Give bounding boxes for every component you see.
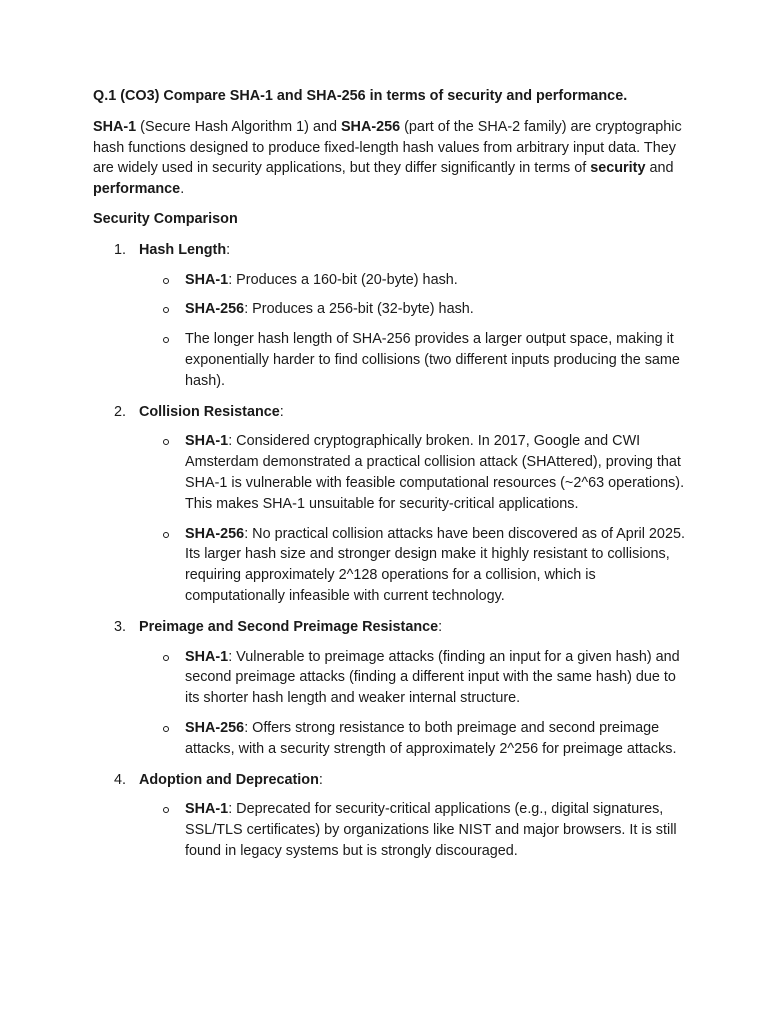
hollow-circle-bullet-icon xyxy=(163,532,169,538)
sub-point xyxy=(93,524,685,607)
sub-point-label: SHA-256 xyxy=(185,719,245,736)
sub-point xyxy=(93,270,685,291)
intro-performance-term: performance xyxy=(93,181,181,198)
point-title: Adoption and Deprecation xyxy=(139,771,319,788)
point-collision-resistance xyxy=(93,402,685,607)
intro-sha256-term: SHA-256 xyxy=(340,118,401,135)
sub-point xyxy=(93,718,685,760)
section-heading-security: Security Comparison xyxy=(93,210,238,227)
sub-point xyxy=(93,329,685,391)
comparison-point-list xyxy=(93,240,685,862)
point-number: 3. xyxy=(114,618,127,635)
point-colon: : xyxy=(226,241,231,258)
question-title: Q.1 (CO3) Compare SHA-1 and SHA-256 in terms of security and performance. xyxy=(93,88,628,104)
sub-point-label: SHA-1 xyxy=(185,271,229,288)
sub-point xyxy=(93,647,685,709)
point-colon: : xyxy=(318,771,323,788)
point-number: 4. xyxy=(114,771,127,788)
hollow-circle-bullet-icon xyxy=(163,278,169,284)
point-title: Preimage and Second Preimage Resistance xyxy=(139,618,439,635)
sub-point-list xyxy=(93,270,685,392)
sub-point-text: : Deprecated for security-critical applications (e.g., digital signatures, SSL/TLS certificates) by organizations like NIST and major browsers. It is still found in legacy systems but is strongly discouraged. xyxy=(185,801,677,859)
point-heading xyxy=(93,770,685,791)
sub-point-text: : Considered cryptographically broken. In 2017, Google and CWI Amsterdam demonstrated a practical collision attack (SHAttered), proving that SHA-1 is vulnerable with feasible computational resources (~2^63 operations). This makes SHA-1 unsuitable for security-critical applications. xyxy=(185,433,685,512)
sub-point-list xyxy=(93,647,685,760)
sub-point-list xyxy=(93,431,685,606)
point-heading xyxy=(93,240,685,261)
point-title: Collision Resistance xyxy=(139,403,280,420)
point-title: Hash Length xyxy=(139,241,227,258)
point-colon: : xyxy=(279,403,284,420)
point-adoption-deprecation xyxy=(93,770,685,862)
sub-point-label: SHA-1 xyxy=(185,433,229,450)
intro-security-term: security xyxy=(590,160,646,177)
sub-point-list xyxy=(93,799,685,861)
point-number: 1. xyxy=(114,241,127,258)
sub-point-text: : Offers strong resistance to both preimage and second preimage attacks, with a security strength of approximately 2^256 for preimage attacks. xyxy=(185,719,677,757)
sub-point-label: SHA-256 xyxy=(185,525,245,542)
point-number: 2. xyxy=(114,403,127,420)
hollow-circle-bullet-icon xyxy=(163,337,169,343)
sub-point-text: The longer hash length of SHA-256 provides a larger output space, making it exponentially harder to find collisions (two different inputs producing the same hash). xyxy=(185,331,680,389)
intro-text-2: (part of the SHA-2 family) are cryptographic hash functions designed to produce fixed-length hash values from arbitrary input data. They are widely used in security applications, but they differ significantly in terms of xyxy=(93,118,682,177)
intro-text-3: and xyxy=(645,160,674,177)
sub-point xyxy=(93,799,685,861)
sub-point-text: : No practical collision attacks have been discovered as of April 2025. Its larger hash size and stronger design make it highly resistant to collisions, requiring approximately 2^128 operations for a collision, which is computationally infeasible with current technology. xyxy=(185,525,685,604)
sub-point xyxy=(93,431,685,514)
sub-point-label: SHA-256 xyxy=(185,301,245,318)
intro-paragraph xyxy=(93,117,685,200)
sub-point-label: SHA-1 xyxy=(185,648,229,665)
hollow-circle-bullet-icon xyxy=(163,439,169,445)
hollow-circle-bullet-icon xyxy=(163,307,169,313)
intro-text-1: (Secure Hash Algorithm 1) and xyxy=(136,118,341,135)
document-page xyxy=(93,86,685,872)
sub-point xyxy=(93,299,685,320)
point-hash-length xyxy=(93,240,685,392)
intro-text-4: . xyxy=(180,181,185,198)
intro-sha1-term: SHA-1 xyxy=(93,118,137,135)
point-colon: : xyxy=(438,618,443,635)
sub-point-text: : Vulnerable to preimage attacks (finding an input for a given hash) and second preimage attacks (finding a different input with the same hash) due to its shorter hash length and weaker internal structure. xyxy=(185,648,680,707)
hollow-circle-bullet-icon xyxy=(163,655,169,661)
hollow-circle-bullet-icon xyxy=(163,807,169,813)
point-heading xyxy=(93,617,685,638)
sub-point-text: : Produces a 160-bit (20-byte) hash. xyxy=(228,271,458,288)
point-heading xyxy=(93,402,685,423)
hollow-circle-bullet-icon xyxy=(163,726,169,732)
sub-point-text: : Produces a 256-bit (32-byte) hash. xyxy=(244,301,474,318)
sub-point-label: SHA-1 xyxy=(185,801,229,818)
point-preimage-resistance xyxy=(93,617,685,760)
